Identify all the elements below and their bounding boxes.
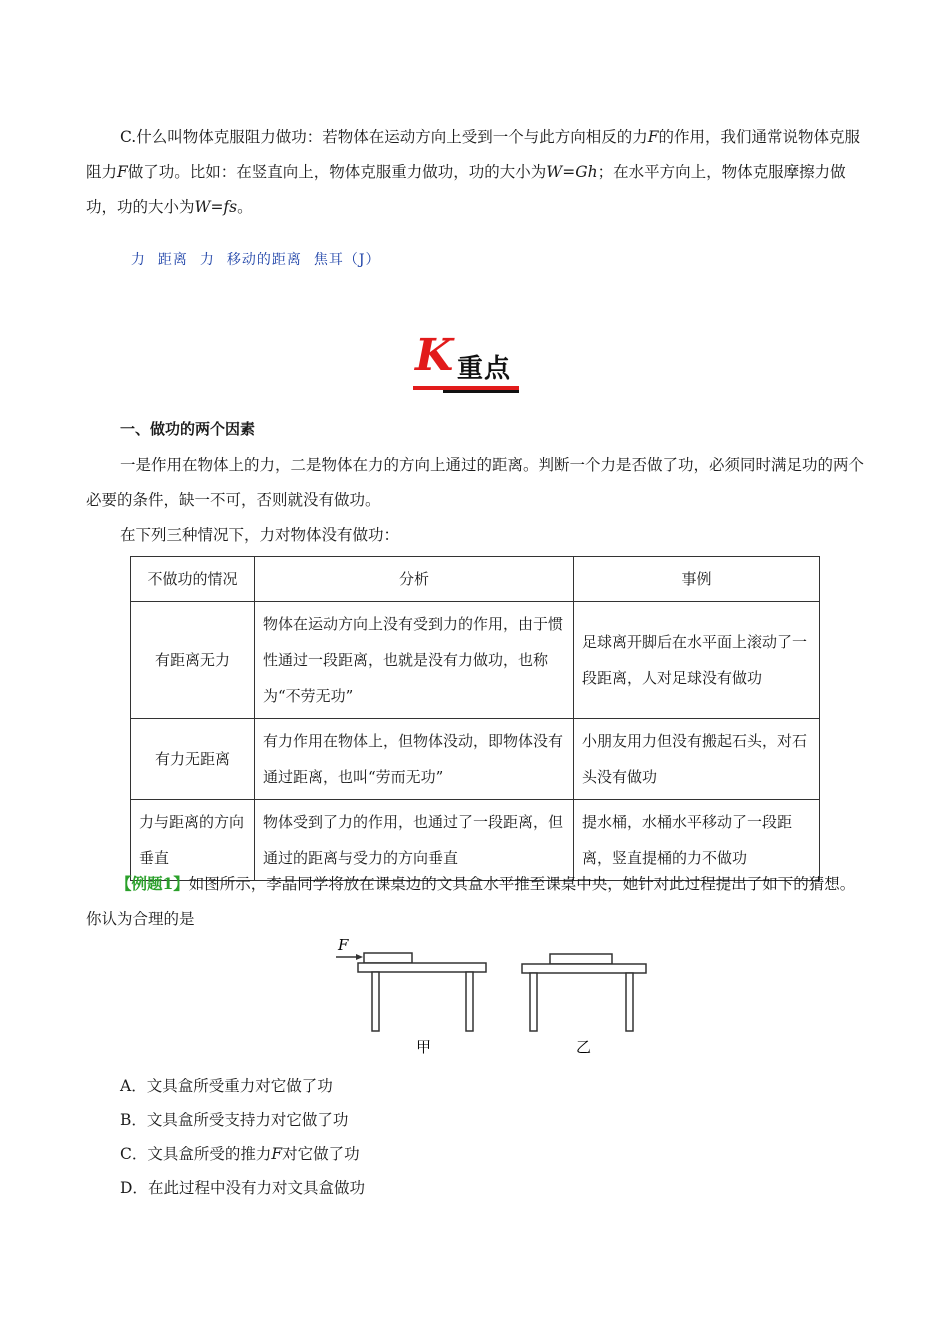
- var-f: F: [117, 163, 128, 181]
- table-cell: 提水桶，水桶水平移动了一段距离，竖直提桶的力不做功: [574, 800, 820, 881]
- answer-item: 距离: [157, 252, 188, 268]
- table-cell: 有距离无力: [131, 602, 255, 719]
- table-header: 不做功的情况: [131, 557, 255, 602]
- option-label: A．: [120, 1077, 147, 1095]
- table-cell: 有力无距离: [131, 719, 255, 800]
- answer-item: 力: [130, 252, 146, 268]
- example-tag: 【例题1】: [116, 874, 189, 893]
- option-a[interactable]: [120, 1074, 333, 1096]
- example-paragraph: [86, 866, 866, 937]
- section-paragraph-1: 一是作用在物体上的力，二是物体在力的方向上通过的距离。判断一个力是否做了功，必须同时满足功的两个必要的条件，缺一不可，否则就没有做功。: [86, 456, 865, 509]
- section-paragraph-2: 在下列三种情况下，力对物体没有做功：: [120, 526, 400, 544]
- table-cell: 小朋友用力但没有搬起石头，对石头没有做功: [574, 719, 820, 800]
- option-text-2: 对它做了功: [282, 1145, 360, 1163]
- intro-label: C.: [120, 128, 137, 146]
- force-label: F: [338, 936, 349, 954]
- intro-text-3: 做了功。比如：在竖直向上，物体克服重力做功，功的大小为: [127, 163, 547, 181]
- answer-item: 力: [199, 252, 215, 268]
- option-text: 文具盒所受重力对它做了功: [146, 1077, 333, 1095]
- answer-item: 焦耳（J）: [313, 252, 381, 268]
- formula-wgh: W=Gh: [546, 163, 598, 181]
- var-f: F: [271, 1145, 283, 1163]
- desk-leg: [466, 972, 473, 1031]
- table-cell: 物体受到了力的作用，也通过了一段距离，但通过的距离与受力的方向垂直: [255, 800, 574, 881]
- var-f: F: [647, 128, 659, 146]
- table-cell: 足球离开脚后在水平面上滚动了一段距离，人对足球没有做功: [574, 602, 820, 719]
- option-text: 文具盒所受的推力: [147, 1145, 272, 1163]
- desk-leg: [530, 973, 537, 1031]
- option-b[interactable]: [120, 1108, 348, 1130]
- table-cell: 物体在运动方向上没有受到力的作用，由于惯性通过一段距离，也就是没有力做功，也称为“不劳无功”: [255, 602, 574, 719]
- desk-diagram: [330, 934, 660, 1064]
- intro-text-5: 。: [237, 198, 253, 216]
- desk-figure: [330, 934, 660, 1064]
- table-header: 事例: [574, 557, 820, 602]
- option-text: 在此过程中没有力对文具盒做功: [147, 1179, 365, 1197]
- intro-text-1: 什么叫物体克服阻力做功：若物体在运动方向上受到一个与此方向相反的力: [136, 128, 648, 146]
- table-cell: 力与距离的方向垂直: [131, 800, 255, 881]
- intro-text-4: ；在水平方向上，物体克服摩擦力做功，功的大小为: [86, 163, 846, 216]
- pencil-box-right: [550, 954, 612, 964]
- option-label: D．: [120, 1179, 148, 1197]
- table-header: 分析: [255, 557, 574, 602]
- caption-right: 乙: [576, 1038, 592, 1056]
- answer-line: [120, 233, 393, 269]
- heading-text: 重点: [457, 354, 512, 384]
- formula-wfs: W=fs: [194, 198, 238, 216]
- table-row: [131, 719, 820, 800]
- option-c[interactable]: [120, 1142, 360, 1164]
- desk-top-left: [358, 963, 486, 972]
- desk-top-right: [522, 964, 646, 973]
- answer-item: 移动的距离: [226, 252, 302, 268]
- caption-left: 甲: [416, 1038, 432, 1056]
- key-points-heading: [413, 330, 519, 394]
- section-title: 一、做功的两个因素: [120, 420, 256, 438]
- table-row: [131, 602, 820, 719]
- option-label: C．: [120, 1145, 148, 1163]
- option-d[interactable]: [120, 1176, 365, 1198]
- desk-leg: [626, 973, 633, 1031]
- no-work-table: [130, 556, 820, 881]
- table-header-row: [131, 557, 820, 602]
- example-text: 如图所示，李晶同学将放在课桌边的文具盒水平推至课桌中央，她针对此过程提出了如下的猜想。你认为合理的是: [86, 875, 856, 928]
- force-arrowhead: [356, 954, 363, 960]
- desk-leg: [372, 972, 379, 1031]
- option-text: 文具盒所受支持力对它做了功: [146, 1111, 349, 1129]
- intro-text-2: 的作用，我们通常说物体克服阻力: [86, 128, 861, 181]
- heading-underline-black: [443, 390, 519, 393]
- intro-paragraph: [86, 120, 866, 225]
- table-cell: 有力作用在物体上，但物体没动，即物体没有通过距离，也叫“劳而无功”: [255, 719, 574, 800]
- heading-letter: K: [415, 330, 454, 381]
- pencil-box-left: [364, 953, 412, 963]
- option-label: B．: [120, 1111, 147, 1129]
